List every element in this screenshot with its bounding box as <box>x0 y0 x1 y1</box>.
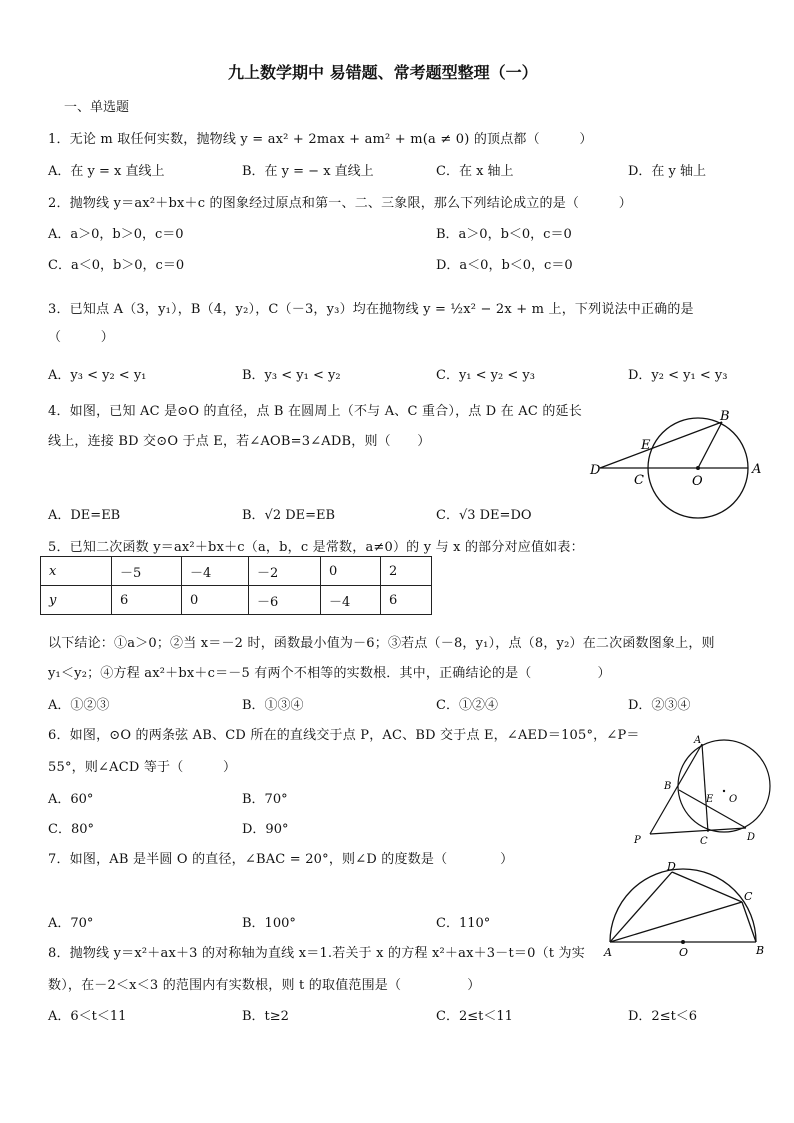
q5-table-row-y <box>41 586 432 615</box>
q7-option-c: C．110° <box>436 916 491 931</box>
q5-cell-y: y <box>41 586 112 615</box>
q6-circle-figure <box>630 734 776 848</box>
q4-circle-figure <box>586 404 764 522</box>
q5-option-c: C．①②④ <box>436 698 498 713</box>
q5-option-b: B．①③④ <box>242 698 304 713</box>
q7-center-dot <box>681 940 685 944</box>
q5-cell: －4 <box>321 586 381 615</box>
q2-option-a: A．a＞0，b＞0，c＝0 <box>48 227 184 242</box>
q1-option-b: B．在 y = − x 直线上 <box>242 164 374 179</box>
q5-cell: 0 <box>182 586 249 615</box>
q4-label-a: A <box>752 462 762 477</box>
q6-option-a: A．60° <box>48 792 94 807</box>
q5-conclusion-line1: 以下结论：①a＞0；②当 x＝－2 时，函数最小值为－6；③若点（－8，y₁），点（8，y₂）在二次函数图象上，则 <box>48 636 715 651</box>
q6-option-d: D．90° <box>242 822 289 837</box>
q5-cell: 6 <box>381 586 432 615</box>
q6-circle <box>678 740 770 832</box>
q3-stem-line1: 3．已知点 A（3，y₁），B（4，y₂），C（－3，y₃）均在抛物线 y = ½x² − 2x + m 上，下列说法中正确的是 <box>48 302 694 317</box>
q3-option-c: C．y₁ < y₂ < y₃ <box>436 368 535 383</box>
q7-semicircle-figure <box>602 860 772 960</box>
q8-stem-line1: 8．抛物线 y＝x²＋ax＋3 的对称轴为直线 x＝1.若关于 x 的方程 x²＋ax＋3－t＝0（t 为实 <box>48 946 585 961</box>
q4-option-c: C．√3 DE=DO <box>436 508 532 523</box>
q1-stem: 1．无论 m 取任何实数，抛物线 y = ax² + 2max + am² + m(a ≠ 0) 的顶点都（ ） <box>48 132 593 147</box>
q4-label-c: C <box>634 473 644 488</box>
q5-stem: 5．已知二次函数 y＝ax²＋bx＋c（a，b，c 是常数，a≠0）的 y 与 x 的部分对应值如表： <box>48 540 584 555</box>
q1-option-d: D．在 y 轴上 <box>628 164 707 179</box>
q4-option-a: A．DE=EB <box>48 508 121 523</box>
q2-option-d: D．a＜0，b＜0，c＝0 <box>436 258 573 273</box>
q5-cell: －6 <box>249 586 321 615</box>
q6-stem-line1: 6．如图，⊙O 的两条弦 AB、CD 所在的直线交于点 P，AC、BD 交于点 E，∠AED＝105°，∠P＝ <box>48 728 640 743</box>
q6-label-b: B <box>664 781 672 792</box>
q2-option-c: C．a＜0，b＞0，c＝0 <box>48 258 185 273</box>
q6-label-c: C <box>700 836 708 847</box>
q4-stem-line2: 线上，连接 BD 交⊙O 于点 E，若∠AOB=3∠ADB，则（ ） <box>48 434 431 449</box>
q4-label-b: B <box>720 409 730 424</box>
page-title: 九上数学期中 易错题、常考题型整理（一） <box>228 63 538 82</box>
q5-option-d: D．②③④ <box>628 698 691 713</box>
q5-cell: 0 <box>321 557 381 586</box>
q7-label-a: A <box>604 946 612 959</box>
q8-option-a: A．6＜t＜11 <box>48 1009 127 1024</box>
q6-center-dot <box>723 790 725 792</box>
q8-option-d: D．2≤t＜6 <box>628 1009 698 1024</box>
q3-option-d: D．y₂ < y₁ < y₃ <box>628 368 728 383</box>
q5-cell: －5 <box>112 557 182 586</box>
q6-label-p: P <box>634 835 641 846</box>
q5-cell: 6 <box>112 586 182 615</box>
q6-option-c: C．80° <box>48 822 94 837</box>
q3-stem-line2: （ ） <box>48 330 115 345</box>
q6-label-o: O <box>729 794 738 805</box>
q5-cell: －4 <box>182 557 249 586</box>
q6-option-b: B．70° <box>242 792 288 807</box>
q7-option-b: B．100° <box>242 916 296 931</box>
q8-option-b: B．t≥2 <box>242 1009 289 1024</box>
q4-center-dot <box>696 466 700 470</box>
q4-stem-line1: 4．如图，已知 AC 是⊙O 的直径，点 B 在圆周上（不与 A、C 重合），点 D 在 AC 的延长 <box>48 404 582 419</box>
q6-line-ac <box>702 744 708 832</box>
q8-option-c: C．2≤t＜11 <box>436 1009 513 1024</box>
q7-option-a: A．70° <box>48 916 94 931</box>
q7-line-ac <box>610 902 742 942</box>
q5-cell-x: x <box>41 557 112 586</box>
q7-stem: 7．如图，AB 是半圆 O 的直径，∠BAC = 20°，则∠D 的度数是（ ） <box>48 852 514 867</box>
q5-option-a: A．①②③ <box>48 698 110 713</box>
q1-option-a: A．在 y = x 直线上 <box>48 164 165 179</box>
q8-stem-line2: 数），在－2＜x＜3 的范围内有实数根，则 t 的取值范围是（ ） <box>48 978 481 993</box>
q2-stem: 2．抛物线 y＝ax²＋bx＋c 的图象经过原点和第一、二、三象限，那么下列结论成立的是（ ） <box>48 196 632 211</box>
q7-label-d: D <box>667 860 676 873</box>
q7-label-c: C <box>744 890 753 903</box>
q6-label-d: D <box>747 832 756 843</box>
q6-label-a: A <box>694 735 702 746</box>
q5-table-row-x <box>41 557 432 586</box>
q2-option-b: B．a＞0，b＜0，c＝0 <box>436 227 572 242</box>
q4-option-b: B．√2 DE=EB <box>242 508 336 523</box>
q4-label-o: O <box>692 474 703 489</box>
q5-conclusion-line2: y₁＜y₂；④方程 ax²＋bx＋c＝－5 有两个不相等的实数根．其中，正确结论的是（ ） <box>48 666 611 681</box>
q3-option-b: B．y₃ < y₁ < y₂ <box>242 368 341 383</box>
q7-label-b: B <box>756 944 765 957</box>
q7-label-o: O <box>679 946 689 959</box>
q4-label-e: E <box>641 438 651 453</box>
q5-cell: －2 <box>249 557 321 586</box>
q6-label-e: E <box>706 794 714 805</box>
q7-semicircle-arc <box>610 869 756 942</box>
q5-cell: 2 <box>381 557 432 586</box>
q3-option-a: A．y₃ < y₂ < y₁ <box>48 368 147 383</box>
q1-option-c: C．在 x 轴上 <box>436 164 514 179</box>
q4-line-db <box>600 422 722 468</box>
section-heading: 一、单选题 <box>64 100 130 115</box>
q6-stem-line2: 55°，则∠ACD 等于（ ） <box>48 760 237 775</box>
q5-value-table <box>40 556 432 615</box>
q4-line-ob <box>698 422 722 468</box>
q4-label-d: D <box>590 463 601 478</box>
